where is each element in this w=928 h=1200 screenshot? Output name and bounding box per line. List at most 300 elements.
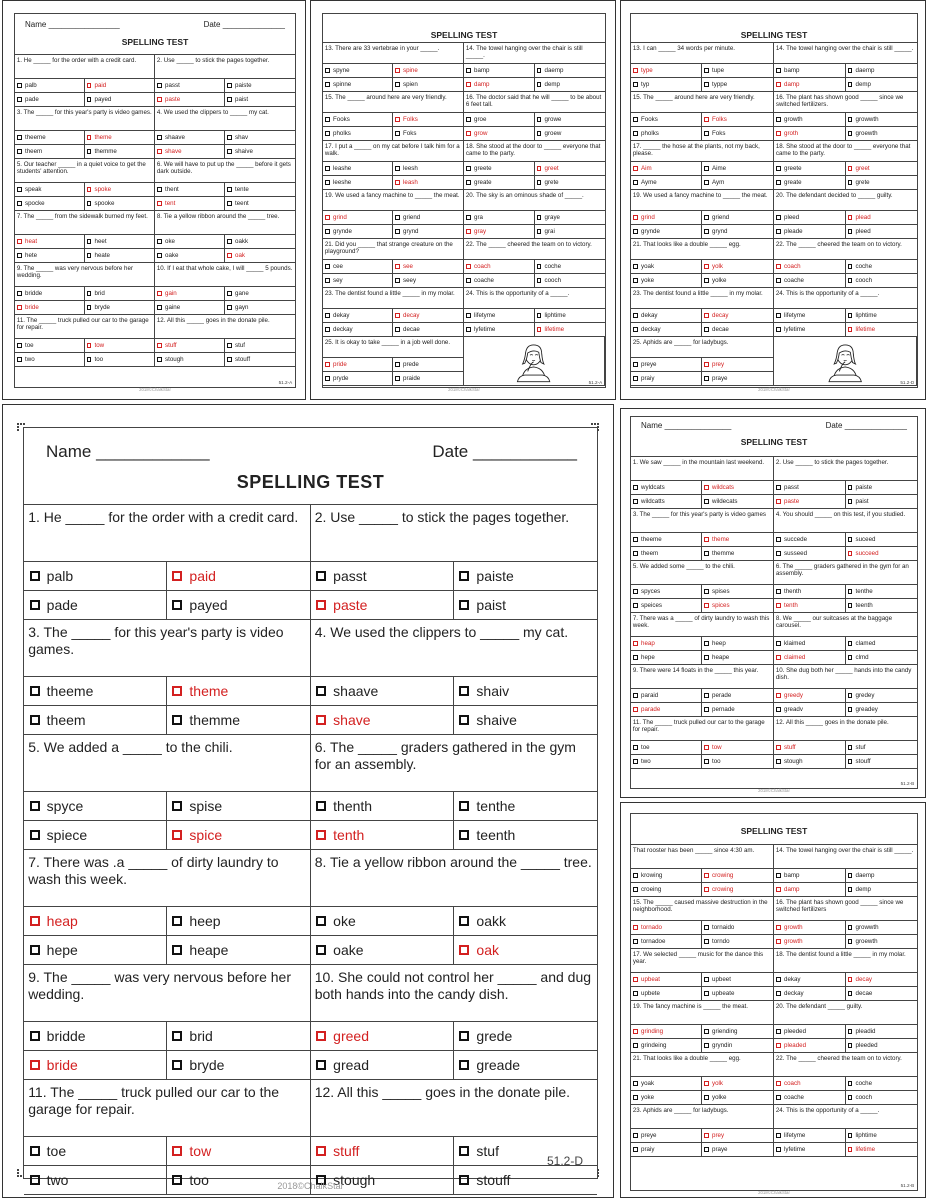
checkbox-icon[interactable]: [776, 991, 780, 995]
checkbox-icon[interactable]: [704, 939, 708, 943]
answer-choice[interactable]: [311, 936, 454, 964]
answer-choice[interactable]: [85, 301, 155, 314]
checkbox-icon[interactable]: [17, 239, 21, 243]
checkbox-icon[interactable]: [848, 589, 852, 593]
checkbox-icon[interactable]: [704, 376, 708, 380]
checkbox-icon[interactable]: [172, 1146, 182, 1156]
checkbox-icon[interactable]: [395, 278, 399, 282]
answer-choice[interactable]: [155, 353, 225, 366]
answer-choice[interactable]: [15, 183, 85, 196]
correct-answer-choice[interactable]: [155, 287, 225, 300]
checkbox-icon[interactable]: [848, 1133, 852, 1137]
checkbox-icon[interactable]: [325, 131, 329, 135]
correct-answer-choice[interactable]: [774, 127, 846, 140]
answer-choice[interactable]: [535, 225, 606, 238]
checkbox-icon[interactable]: [704, 551, 708, 555]
answer-choice[interactable]: [225, 145, 295, 158]
correct-answer-choice[interactable]: [702, 309, 773, 322]
checkbox-icon[interactable]: [17, 305, 21, 309]
correct-answer-choice[interactable]: [702, 113, 773, 126]
answer-choice[interactable]: [774, 309, 846, 322]
answer-choice[interactable]: [774, 973, 846, 986]
checkbox-icon[interactable]: [172, 801, 182, 811]
answer-choice[interactable]: [702, 1091, 773, 1104]
correct-answer-choice[interactable]: [631, 637, 702, 650]
checkbox-icon[interactable]: [157, 357, 161, 361]
checkbox-icon[interactable]: [227, 343, 231, 347]
checkbox-icon[interactable]: [633, 1095, 637, 1099]
correct-answer-choice[interactable]: [631, 211, 702, 224]
answer-choice[interactable]: [393, 162, 463, 175]
checkbox-icon[interactable]: [633, 603, 637, 607]
checkbox-icon[interactable]: [325, 180, 329, 184]
correct-answer-choice[interactable]: [393, 113, 463, 126]
checkbox-icon[interactable]: [776, 68, 780, 72]
checkbox-icon[interactable]: [776, 229, 780, 233]
checkbox-icon[interactable]: [537, 215, 541, 219]
checkbox-icon[interactable]: [87, 135, 91, 139]
correct-answer-choice[interactable]: [311, 1137, 454, 1165]
answer-choice[interactable]: [155, 249, 225, 262]
answer-choice[interactable]: [454, 706, 597, 734]
checkbox-icon[interactable]: [776, 1095, 780, 1099]
checkbox-icon[interactable]: [30, 715, 40, 725]
answer-choice[interactable]: [167, 706, 310, 734]
checkbox-icon[interactable]: [466, 68, 470, 72]
correct-answer-choice[interactable]: [774, 651, 846, 664]
checkbox-icon[interactable]: [30, 916, 40, 926]
answer-choice[interactable]: [631, 755, 702, 768]
checkbox-icon[interactable]: [776, 641, 780, 645]
correct-answer-choice[interactable]: [85, 183, 155, 196]
checkbox-icon[interactable]: [633, 759, 637, 763]
answer-choice[interactable]: [846, 533, 918, 546]
correct-answer-choice[interactable]: [702, 260, 773, 273]
checkbox-icon[interactable]: [776, 707, 780, 711]
checkbox-icon[interactable]: [633, 925, 637, 929]
checkbox-icon[interactable]: [172, 945, 182, 955]
answer-choice[interactable]: [454, 821, 597, 849]
answer-choice[interactable]: [464, 309, 535, 322]
checkbox-icon[interactable]: [704, 264, 708, 268]
checkbox-icon[interactable]: [316, 571, 326, 581]
answer-choice[interactable]: [846, 127, 918, 140]
correct-answer-choice[interactable]: [846, 211, 918, 224]
checkbox-icon[interactable]: [633, 278, 637, 282]
answer-choice[interactable]: [702, 921, 773, 934]
answer-choice[interactable]: [454, 591, 597, 619]
correct-answer-choice[interactable]: [774, 689, 846, 702]
answer-choice[interactable]: [393, 127, 463, 140]
checkbox-icon[interactable]: [704, 499, 708, 503]
correct-answer-choice[interactable]: [464, 260, 535, 273]
checkbox-icon[interactable]: [848, 1029, 852, 1033]
answer-choice[interactable]: [846, 1025, 918, 1038]
correct-answer-choice[interactable]: [846, 162, 918, 175]
correct-answer-choice[interactable]: [393, 64, 463, 77]
correct-answer-choice[interactable]: [631, 973, 702, 986]
checkbox-icon[interactable]: [776, 745, 780, 749]
checkbox-icon[interactable]: [325, 362, 329, 366]
answer-choice[interactable]: [846, 935, 918, 948]
checkbox-icon[interactable]: [776, 537, 780, 541]
correct-answer-choice[interactable]: [323, 358, 393, 371]
correct-answer-choice[interactable]: [155, 339, 225, 352]
checkbox-icon[interactable]: [30, 686, 40, 696]
checkbox-icon[interactable]: [848, 873, 852, 877]
checkbox-icon[interactable]: [395, 180, 399, 184]
answer-choice[interactable]: [393, 323, 463, 336]
checkbox-icon[interactable]: [848, 655, 852, 659]
checkbox-icon[interactable]: [316, 686, 326, 696]
answer-choice[interactable]: [631, 1129, 702, 1142]
answer-choice[interactable]: [774, 585, 846, 598]
checkbox-icon[interactable]: [633, 327, 637, 331]
answer-choice[interactable]: [631, 1143, 702, 1156]
answer-choice[interactable]: [535, 274, 606, 287]
answer-choice[interactable]: [846, 869, 918, 882]
answer-choice[interactable]: [846, 755, 918, 768]
answer-choice[interactable]: [774, 481, 846, 494]
answer-choice[interactable]: [846, 274, 918, 287]
correct-answer-choice[interactable]: [774, 1077, 846, 1090]
answer-choice[interactable]: [393, 225, 463, 238]
correct-answer-choice[interactable]: [846, 973, 918, 986]
checkbox-icon[interactable]: [227, 239, 231, 243]
checkbox-icon[interactable]: [704, 229, 708, 233]
answer-choice[interactable]: [311, 562, 454, 590]
checkbox-icon[interactable]: [848, 1043, 852, 1047]
answer-choice[interactable]: [702, 1025, 773, 1038]
checkbox-icon[interactable]: [316, 830, 326, 840]
answer-choice[interactable]: [702, 585, 773, 598]
checkbox-icon[interactable]: [537, 313, 541, 317]
correct-answer-choice[interactable]: [774, 78, 846, 91]
checkbox-icon[interactable]: [848, 977, 852, 981]
checkbox-icon[interactable]: [537, 68, 541, 72]
answer-choice[interactable]: [155, 79, 225, 92]
answer-choice[interactable]: [225, 197, 295, 210]
checkbox-icon[interactable]: [395, 376, 399, 380]
answer-choice[interactable]: [155, 235, 225, 248]
answer-choice[interactable]: [15, 353, 85, 366]
answer-choice[interactable]: [393, 274, 463, 287]
answer-choice[interactable]: [155, 131, 225, 144]
correct-answer-choice[interactable]: [464, 78, 535, 91]
answer-choice[interactable]: [464, 274, 535, 287]
checkbox-icon[interactable]: [325, 117, 329, 121]
answer-choice[interactable]: [846, 495, 918, 508]
correct-answer-choice[interactable]: [454, 936, 597, 964]
checkbox-icon[interactable]: [848, 887, 852, 891]
correct-answer-choice[interactable]: [155, 197, 225, 210]
answer-choice[interactable]: [535, 127, 606, 140]
correct-answer-choice[interactable]: [393, 260, 463, 273]
answer-choice[interactable]: [393, 78, 463, 91]
answer-choice[interactable]: [702, 162, 773, 175]
answer-choice[interactable]: [155, 301, 225, 314]
checkbox-icon[interactable]: [704, 1095, 708, 1099]
answer-choice[interactable]: [774, 703, 846, 716]
correct-answer-choice[interactable]: [311, 1022, 454, 1050]
checkbox-icon[interactable]: [30, 945, 40, 955]
checkbox-icon[interactable]: [395, 327, 399, 331]
answer-choice[interactable]: [631, 987, 702, 1000]
answer-choice[interactable]: [323, 274, 393, 287]
answer-choice[interactable]: [631, 274, 702, 287]
checkbox-icon[interactable]: [157, 135, 161, 139]
answer-choice[interactable]: [846, 651, 918, 664]
checkbox-icon[interactable]: [848, 693, 852, 697]
checkbox-icon[interactable]: [633, 376, 637, 380]
checkbox-icon[interactable]: [395, 313, 399, 317]
checkbox-icon[interactable]: [704, 977, 708, 981]
checkbox-icon[interactable]: [395, 166, 399, 170]
answer-choice[interactable]: [225, 339, 295, 352]
checkbox-icon[interactable]: [848, 1147, 852, 1151]
checkbox-icon[interactable]: [633, 362, 637, 366]
checkbox-icon[interactable]: [157, 305, 161, 309]
answer-choice[interactable]: [464, 211, 535, 224]
checkbox-icon[interactable]: [395, 264, 399, 268]
checkbox-icon[interactable]: [776, 939, 780, 943]
checkbox-icon[interactable]: [848, 485, 852, 489]
correct-answer-choice[interactable]: [774, 1039, 846, 1052]
answer-choice[interactable]: [846, 883, 918, 896]
answer-choice[interactable]: [464, 162, 535, 175]
answer-choice[interactable]: [846, 176, 918, 189]
checkbox-icon[interactable]: [704, 180, 708, 184]
checkbox-icon[interactable]: [776, 215, 780, 219]
answer-choice[interactable]: [846, 1077, 918, 1090]
answer-choice[interactable]: [323, 176, 393, 189]
answer-choice[interactable]: [631, 883, 702, 896]
answer-choice[interactable]: [774, 987, 846, 1000]
checkbox-icon[interactable]: [227, 201, 231, 205]
answer-choice[interactable]: [846, 585, 918, 598]
checkbox-icon[interactable]: [325, 278, 329, 282]
checkbox-icon[interactable]: [466, 229, 470, 233]
checkbox-icon[interactable]: [87, 201, 91, 205]
checkbox-icon[interactable]: [633, 707, 637, 711]
checkbox-icon[interactable]: [848, 991, 852, 995]
checkbox-icon[interactable]: [776, 131, 780, 135]
checkbox-icon[interactable]: [848, 1095, 852, 1099]
checkbox-icon[interactable]: [537, 166, 541, 170]
checkbox-icon[interactable]: [704, 641, 708, 645]
answer-choice[interactable]: [323, 162, 393, 175]
checkbox-icon[interactable]: [227, 135, 231, 139]
answer-choice[interactable]: [702, 176, 773, 189]
checkbox-icon[interactable]: [633, 131, 637, 135]
correct-answer-choice[interactable]: [167, 677, 310, 705]
answer-choice[interactable]: [15, 249, 85, 262]
answer-choice[interactable]: [225, 131, 295, 144]
checkbox-icon[interactable]: [633, 215, 637, 219]
checkbox-icon[interactable]: [633, 745, 637, 749]
checkbox-icon[interactable]: [633, 537, 637, 541]
checkbox-icon[interactable]: [776, 1081, 780, 1085]
answer-choice[interactable]: [774, 64, 846, 77]
answer-choice[interactable]: [774, 533, 846, 546]
answer-choice[interactable]: [535, 309, 606, 322]
checkbox-icon[interactable]: [704, 166, 708, 170]
answer-choice[interactable]: [774, 225, 846, 238]
answer-choice[interactable]: [631, 323, 702, 336]
answer-choice[interactable]: [631, 599, 702, 612]
correct-answer-choice[interactable]: [15, 235, 85, 248]
checkbox-icon[interactable]: [395, 82, 399, 86]
answer-choice[interactable]: [535, 176, 606, 189]
checkbox-icon[interactable]: [776, 327, 780, 331]
answer-choice[interactable]: [15, 131, 85, 144]
checkbox-icon[interactable]: [848, 68, 852, 72]
checkbox-icon[interactable]: [704, 759, 708, 763]
answer-choice[interactable]: [702, 225, 773, 238]
answer-choice[interactable]: [393, 211, 463, 224]
checkbox-icon[interactable]: [776, 313, 780, 317]
correct-answer-choice[interactable]: [702, 1077, 773, 1090]
checkbox-icon[interactable]: [17, 149, 21, 153]
correct-answer-choice[interactable]: [155, 93, 225, 106]
answer-choice[interactable]: [311, 1051, 454, 1079]
answer-choice[interactable]: [846, 481, 918, 494]
correct-answer-choice[interactable]: [15, 301, 85, 314]
checkbox-icon[interactable]: [466, 117, 470, 121]
checkbox-icon[interactable]: [227, 357, 231, 361]
checkbox-icon[interactable]: [395, 215, 399, 219]
checkbox-icon[interactable]: [172, 1060, 182, 1070]
answer-choice[interactable]: [85, 249, 155, 262]
checkbox-icon[interactable]: [633, 551, 637, 555]
answer-choice[interactable]: [535, 64, 606, 77]
answer-choice[interactable]: [846, 637, 918, 650]
checkbox-icon[interactable]: [395, 68, 399, 72]
answer-choice[interactable]: [167, 907, 310, 935]
checkbox-icon[interactable]: [633, 655, 637, 659]
checkbox-icon[interactable]: [776, 82, 780, 86]
checkbox-icon[interactable]: [87, 239, 91, 243]
checkbox-icon[interactable]: [848, 180, 852, 184]
answer-choice[interactable]: [323, 372, 393, 385]
answer-choice[interactable]: [323, 127, 393, 140]
checkbox-icon[interactable]: [776, 655, 780, 659]
checkbox-icon[interactable]: [848, 537, 852, 541]
checkbox-icon[interactable]: [459, 801, 469, 811]
checkbox-icon[interactable]: [537, 180, 541, 184]
checkbox-icon[interactable]: [227, 291, 231, 295]
answer-choice[interactable]: [15, 197, 85, 210]
answer-choice[interactable]: [225, 287, 295, 300]
checkbox-icon[interactable]: [227, 97, 231, 101]
checkbox-icon[interactable]: [704, 82, 708, 86]
checkbox-icon[interactable]: [848, 166, 852, 170]
answer-choice[interactable]: [631, 1077, 702, 1090]
checkbox-icon[interactable]: [704, 215, 708, 219]
answer-choice[interactable]: [454, 1022, 597, 1050]
checkbox-icon[interactable]: [633, 485, 637, 489]
checkbox-icon[interactable]: [704, 1147, 708, 1151]
correct-answer-choice[interactable]: [464, 225, 535, 238]
checkbox-icon[interactable]: [848, 229, 852, 233]
checkbox-icon[interactable]: [704, 707, 708, 711]
answer-choice[interactable]: [846, 1091, 918, 1104]
checkbox-icon[interactable]: [30, 600, 40, 610]
correct-answer-choice[interactable]: [24, 1051, 167, 1079]
checkbox-icon[interactable]: [30, 1060, 40, 1070]
checkbox-icon[interactable]: [848, 551, 852, 555]
checkbox-icon[interactable]: [537, 278, 541, 282]
answer-choice[interactable]: [225, 235, 295, 248]
checkbox-icon[interactable]: [17, 187, 21, 191]
answer-choice[interactable]: [535, 113, 606, 126]
checkbox-icon[interactable]: [316, 1060, 326, 1070]
checkbox-icon[interactable]: [316, 1146, 326, 1156]
answer-choice[interactable]: [464, 176, 535, 189]
answer-choice[interactable]: [85, 93, 155, 106]
answer-choice[interactable]: [774, 1143, 846, 1156]
checkbox-icon[interactable]: [704, 745, 708, 749]
answer-choice[interactable]: [24, 936, 167, 964]
correct-answer-choice[interactable]: [631, 64, 702, 77]
answer-choice[interactable]: [631, 1039, 702, 1052]
checkbox-icon[interactable]: [395, 131, 399, 135]
checkbox-icon[interactable]: [325, 264, 329, 268]
checkbox-icon[interactable]: [848, 313, 852, 317]
correct-answer-choice[interactable]: [167, 1137, 310, 1165]
correct-answer-choice[interactable]: [24, 907, 167, 935]
checkbox-icon[interactable]: [395, 117, 399, 121]
checkbox-icon[interactable]: [459, 715, 469, 725]
checkbox-icon[interactable]: [157, 343, 161, 347]
checkbox-icon[interactable]: [30, 1146, 40, 1156]
checkbox-icon[interactable]: [325, 229, 329, 233]
answer-choice[interactable]: [464, 113, 535, 126]
checkbox-icon[interactable]: [776, 1029, 780, 1033]
checkbox-icon[interactable]: [87, 253, 91, 257]
answer-choice[interactable]: [774, 869, 846, 882]
answer-choice[interactable]: [702, 1039, 773, 1052]
answer-choice[interactable]: [24, 1137, 167, 1165]
answer-choice[interactable]: [454, 1051, 597, 1079]
checkbox-icon[interactable]: [172, 1031, 182, 1041]
checkbox-icon[interactable]: [459, 1060, 469, 1070]
checkbox-icon[interactable]: [776, 589, 780, 593]
checkbox-icon[interactable]: [87, 343, 91, 347]
answer-choice[interactable]: [631, 689, 702, 702]
answer-choice[interactable]: [846, 113, 918, 126]
checkbox-icon[interactable]: [17, 357, 21, 361]
checkbox-icon[interactable]: [776, 603, 780, 607]
checkbox-icon[interactable]: [157, 149, 161, 153]
answer-choice[interactable]: [774, 162, 846, 175]
checkbox-icon[interactable]: [776, 1133, 780, 1137]
correct-answer-choice[interactable]: [702, 481, 773, 494]
answer-choice[interactable]: [631, 78, 702, 91]
checkbox-icon[interactable]: [633, 313, 637, 317]
checkbox-icon[interactable]: [848, 603, 852, 607]
answer-choice[interactable]: [454, 907, 597, 935]
checkbox-icon[interactable]: [848, 278, 852, 282]
answer-choice[interactable]: [631, 651, 702, 664]
answer-choice[interactable]: [702, 211, 773, 224]
correct-answer-choice[interactable]: [774, 599, 846, 612]
checkbox-icon[interactable]: [704, 589, 708, 593]
checkbox-icon[interactable]: [325, 327, 329, 331]
checkbox-icon[interactable]: [157, 239, 161, 243]
correct-answer-choice[interactable]: [774, 935, 846, 948]
answer-choice[interactable]: [24, 591, 167, 619]
